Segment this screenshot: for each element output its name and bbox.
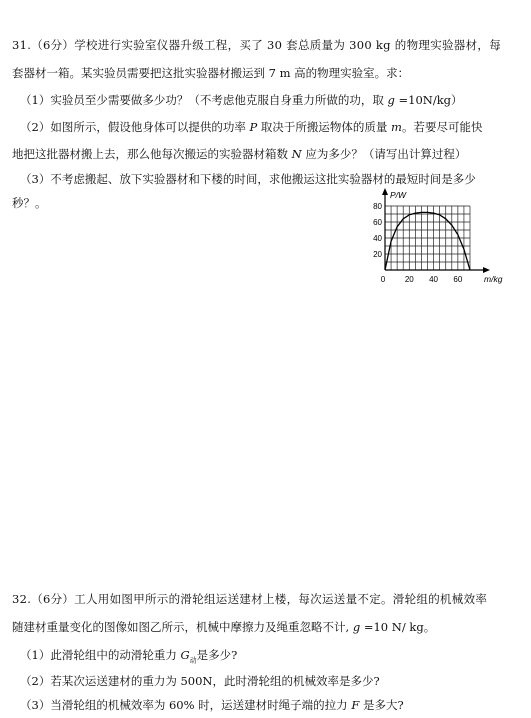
q32-sub1: （1）此滑轮组中的动滑轮重力 $G_动$是多少?	[20, 648, 238, 665]
q31-sub3-line1: （3）不考虑搬起、放下实验器材和下楼的时间，求他搬运这批实验器材的最短时间是多少	[20, 172, 476, 186]
y-tick-label: 40	[373, 234, 382, 243]
q31-sub2-line1: （2）如图所示，假设他身体可以提供的功率 P 取决于所搬运物体的质量 m。若要尽可能快	[20, 120, 483, 134]
q32-sub3: （3）当滑轮组的机械效率为 60% 时，运送建材时绳子端的拉力 F 是多大?	[20, 698, 404, 712]
y-axis-arrow	[382, 188, 388, 195]
q31-sub3-line2: 秒？。	[12, 196, 47, 210]
q31-line1: 31.（6分）学校进行实验室仪器升级工程，买了 30 套总质量为 300 kg 的物理实验器材，每	[12, 38, 501, 52]
q32-sub2: （2）若某次运送建材的重力为 500N，此时滑轮组的机械效率是多少?	[20, 674, 380, 688]
y-tick-label: 60	[373, 218, 382, 227]
power-mass-graph	[358, 190, 503, 292]
y-axis-label: P/W	[390, 190, 407, 200]
x-axis-label: m/kg	[484, 274, 503, 284]
x-tick-label: 20	[404, 275, 414, 284]
q32-line2: 随建材重量变化的图像如图乙所示，机械中摩擦力及绳重忽略不计, g =10 N/ kg。	[12, 620, 436, 634]
q31-sub2-line2: 地把这批器材搬上去，那么他每次搬运的实验器材箱数 N 应为多少？（请写出计算过程）	[12, 147, 467, 161]
q31-line2: 套器材一箱。某实验员需要把这批实验器材搬运到 7 m 高的物理实验室。求：	[12, 66, 410, 80]
q32-line1: 32.（6分）工人用如图甲所示的滑轮组运送建材上楼，每次运送量不定。滑轮组的机械效率	[12, 592, 488, 606]
x-tick-label: 60	[453, 275, 463, 284]
x-axis-arrow	[483, 267, 490, 273]
y-tick-label: 80	[373, 202, 382, 211]
origin-label: 0	[380, 275, 386, 284]
y-tick-label: 20	[373, 250, 382, 259]
x-tick-label: 40	[429, 275, 439, 284]
q31-sub1: （1）实验员至少需要做多少功？（不考虑他克服自身重力所做的功，取 g =10N/kg）	[20, 93, 463, 107]
